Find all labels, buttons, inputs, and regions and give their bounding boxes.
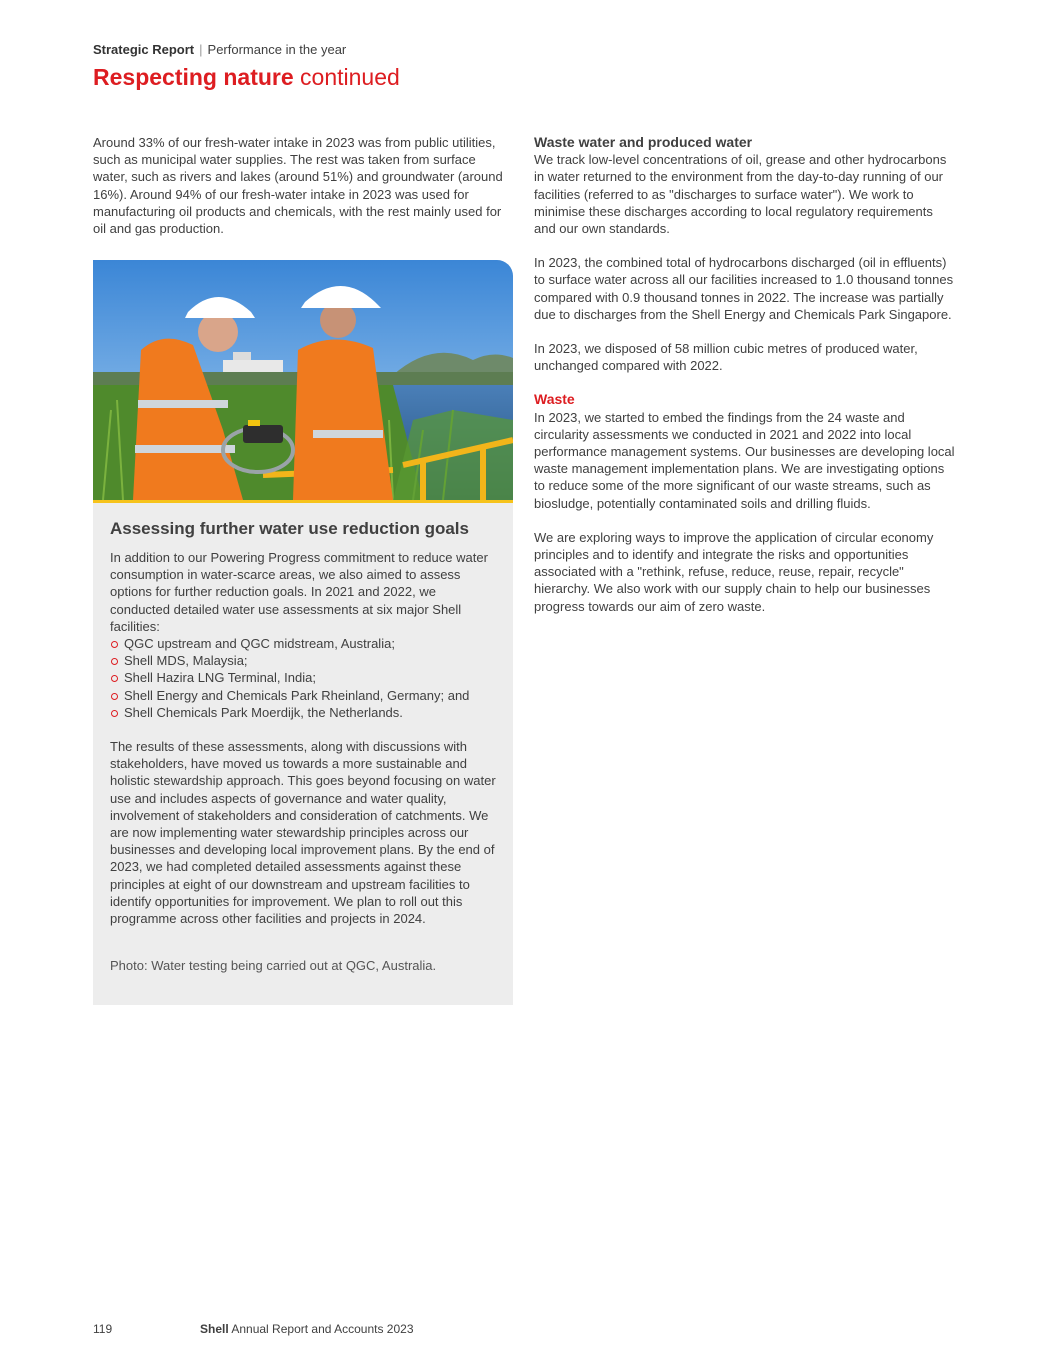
page-title-strong: Respecting nature [93,64,294,90]
page-number: 119 [93,1322,113,1336]
list-item-text: Shell MDS, Malaysia; [124,653,248,669]
list-item-text: QGC upstream and QGC midstream, Australia; [124,636,395,652]
waste-paragraph-2: We are exploring ways to improve the application of circular economy principles and to identify and integrate the risks and opportunities associated with a "rethink, refuse, reduce, reuse, repair, recycle" hierarchy. We also work with our supply chain to help our businesses progress towards our aim of zero waste. [534,529,934,614]
list-item [110,652,496,669]
breadcrumb-section: Strategic Report [93,42,195,57]
bullet-circle-icon [111,675,118,682]
photo-illustration [93,260,513,500]
list-item-text: Shell Energy and Chemicals Park Rheinland, Germany; and [124,687,470,703]
footer-brand: Shell [200,1322,229,1336]
intro-paragraph: Around 33% of our fresh-water intake in 2023 was from public utilities, such as municipal water supplies. The rest was taken from surface water, such as rivers and lakes (around 51%) and groundwater (around 16%). Around 94% of our fresh-water intake in 2023 was used for manufacturing oil products and chemicals, with the rest mainly used for oil and gas production. [93,135,503,237]
footer-document-title: Annual Report and Accounts 2023 [231,1322,414,1336]
left-column [93,134,513,237]
produced-water-paragraph: In 2023, we disposed of 58 million cubic metres of produced water, unchanged compared with 2022. [534,341,918,374]
photo-caption: Photo: Water testing being carried out at QGC, Australia. [110,958,437,974]
bullet-circle-icon [111,658,118,665]
waste-water-paragraph-1: We track low-level concentrations of oil, grease and other hydrocarbons in water returned to the environment from the day-to-day running of our facilities (referred to as "discharges to surface water"). We work to minimise these discharges according to local regulatory requirements and our own standards. [534,152,947,237]
list-item-text: Shell Hazira LNG Terminal, India; [124,670,316,686]
water-testing-photo [93,260,513,503]
list-item [110,687,496,704]
breadcrumb-subsection: Performance in the year [207,42,347,57]
breadcrumb-separator: | [199,42,203,57]
facilities-list [110,635,496,721]
waste-water-paragraph-2: In 2023, the combined total of hydrocarbons discharged (oil in effluents) to surface water across all our facilities increased to 1.0 thousand tonnes compared with 0.9 thousand tonnes in 2022. The increase was partially due to discharges from the Shell Energy and Chemicals Park Singapore. [534,255,954,322]
page-title-rest: continued [293,64,400,90]
list-item [110,669,496,686]
bullet-circle-icon [111,641,118,648]
page-title [93,64,400,91]
case-study-box [93,260,513,1005]
bullet-circle-icon [111,693,118,700]
case-study-title: Assessing further water use reduction goals [110,519,469,538]
waste-heading: Waste [534,391,575,408]
case-study-paragraph-1: In addition to our Powering Progress commitment to reduce water consumption in water-scarce areas, we also aimed to assess options for further reduction goals. In 2021 and 2022, we conducted detailed water use assessments at six major Shell facilities: [110,550,488,634]
list-item [110,635,496,652]
case-study-paragraph-2: The results of these assessments, along with discussions with stakeholders, have moved us towards a more sustainable and holistic stewardship approach. This goes beyond focusing on water use and includes aspects of governance and water quality, involvement of stakeholders and consideration of catchments. We are now implementing water stewardship principles across our businesses and developing local improvement plans. By the end of 2023, we had completed detailed assessments against these principles at eight of our downstream and upstream facilities to identify opportunities for improvement. We plan to roll out this programme across other facilities and projects in 2024. [110,739,496,927]
page-footer [93,1322,593,1336]
bullet-circle-icon [111,710,118,717]
breadcrumb [93,42,346,57]
waste-paragraph-1: In 2023, we started to embed the findings from the 24 waste and circularity assessments we conducted in 2021 and 2022 into local performance management systems. Our businesses are developing local waste management implementation plans. We are investigating options to reduce some of the more significant of our waste streams, such as biosludge, potentially contaminated soils and drilling fluids. [534,409,955,511]
right-column [534,134,955,632]
list-item [110,704,496,721]
case-study-body [93,503,513,974]
list-item-text: Shell Chemicals Park Moerdijk, the Netherlands. [124,704,403,720]
waste-water-heading: Waste water and produced water [534,134,753,150]
